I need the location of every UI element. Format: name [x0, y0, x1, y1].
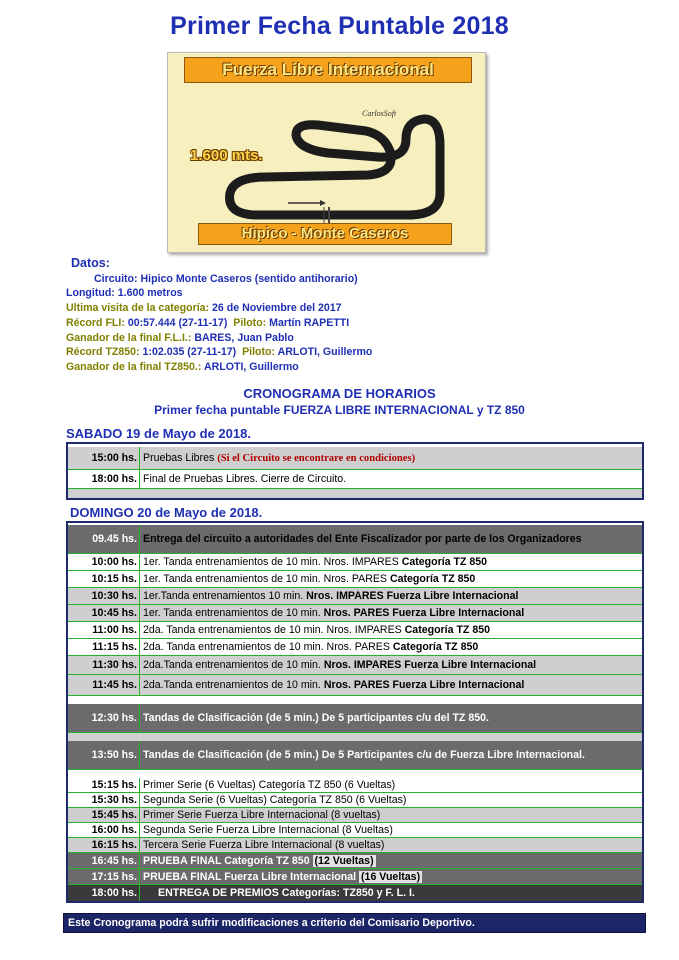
table-row — [68, 447, 642, 470]
row-time: 11:45 hs. — [68, 675, 140, 695]
datos-line: Ganador de la final TZ850.: ARLOTI, Guillermo — [66, 360, 299, 373]
cronograma-title: CRONOGRAMA DE HORARIOS — [243, 386, 436, 401]
row-time: 18:00 hs. — [68, 470, 140, 488]
row-time: 10:45 hs. — [68, 605, 140, 621]
table-row — [68, 704, 642, 733]
footer-note: Este Cronograma podrá sufrir modificaciones a criterio del Comisario Deportivo. — [63, 913, 646, 933]
row-desc: 1er.Tanda entrenamientos 10 min. Nros. IMPARES Fuerza Libre Internacional — [143, 590, 519, 602]
row-desc: Entrega del circuito a autoridades del Ente Fiscalizador por parte de los Organizadores — [143, 533, 582, 545]
row-time: 11:15 hs. — [68, 639, 140, 655]
row-desc: 2da.Tanda entrenamientos de 10 min. Nros. PARES Fuerza Libre Internacional — [143, 679, 525, 691]
datos-line: Ganador de la final F.L.I.: BARES, Juan Pablo — [66, 331, 294, 344]
table-row — [68, 622, 642, 639]
table-row — [68, 605, 642, 622]
datos-line: Longitud: 1.600 metros — [66, 287, 183, 300]
row-time: 10:30 hs. — [68, 588, 140, 604]
datos-line: Récord TZ850: 1:02.035 (27-11-17) Piloto: ARLOTI, Guillermo — [66, 346, 373, 359]
row-desc: Final de Pruebas Libres. Cierre de Circuito. — [143, 473, 347, 485]
table-row — [68, 778, 642, 793]
table-row — [68, 869, 642, 885]
row-desc: 1er. Tanda entrenamientos de 10 min. Nros. PARES Categoría TZ 850 — [143, 573, 476, 585]
table-row — [68, 525, 642, 554]
logo-bottom-text: Hipico - Monte Caseros — [198, 223, 452, 245]
cronograma-subtitle: Primer fecha puntable FUERZA LIBRE INTERNACIONAL y TZ 850 — [154, 403, 525, 417]
row-desc: Primer Serie Fuerza Libre Internacional (8 vueltas) — [143, 809, 381, 821]
table-row — [68, 808, 642, 823]
datos-section — [66, 256, 626, 375]
row-desc: 2da.Tanda entrenamientos de 10 min. Nros. IMPARES Fuerza Libre Internacional — [143, 659, 537, 671]
row-time: 15:00 hs. — [68, 447, 140, 469]
table-row-empty — [68, 489, 642, 498]
row-desc: 2da. Tanda entrenamientos de 10 min. Nros. IMPARES Categoría TZ 850 — [143, 624, 491, 636]
table-row — [68, 639, 642, 656]
row-time: 15:15 hs. — [68, 778, 140, 792]
table-row — [68, 656, 642, 675]
table-row-spacer — [68, 770, 642, 778]
sabado-table — [66, 442, 644, 500]
row-time: 10:15 hs. — [68, 571, 140, 587]
datos-heading: Datos: — [71, 256, 110, 270]
row-desc: 1er. Tanda entrenamientos de 10 min. Nros. IMPARES Categoría TZ 850 — [143, 556, 488, 568]
table-row-spacer — [68, 696, 642, 704]
row-time: 13:50 hs. — [68, 741, 140, 769]
table-row — [68, 823, 642, 838]
sabado-title: SABADO 19 de Mayo de 2018. — [66, 426, 251, 441]
row-desc: Primer Serie (6 Vueltas) Categoría TZ 850 (6 Vueltas) — [143, 779, 396, 791]
row-time: 09.45 hs. — [68, 525, 140, 553]
domingo-title: DOMINGO 20 de Mayo de 2018. — [70, 505, 263, 520]
row-time: 17:15 hs. — [68, 869, 140, 884]
datos-line: Ultima visita de la categoría: 26 de Noviembre del 2017 — [66, 302, 342, 315]
datos-line: Récord FLI: 00:57.444 (27-11-17) Piloto: Martín RAPETTI — [66, 316, 350, 329]
row-desc: 1er. Tanda entrenamientos de 10 min. Nros. PARES Fuerza Libre Internacional — [143, 607, 525, 619]
table-row — [68, 838, 642, 853]
logo-signature: CarlosSoft — [362, 109, 397, 118]
table-row — [68, 885, 642, 901]
row-time: 10:00 hs. — [68, 554, 140, 570]
row-desc: PRUEBA FINAL Fuerza Libre Internacional (16 Vueltas) — [143, 870, 421, 883]
row-desc: 2da. Tanda entrenamientos de 10 min. Nros. PARES Categoría TZ 850 — [143, 641, 479, 653]
table-row — [68, 793, 642, 808]
row-desc: Pruebas Libres (Si el Circuito se encontrare en condiciones) — [143, 452, 416, 464]
table-row-spacer — [68, 733, 642, 741]
row-time: 16:45 hs. — [68, 853, 140, 868]
row-time: 11:00 hs. — [68, 622, 140, 638]
datos-line: Circuito: Hipico Monte Caseros (sentido antihorario) — [94, 272, 358, 285]
table-row — [68, 675, 642, 696]
table-row — [68, 571, 642, 588]
table-row — [68, 470, 642, 489]
logo-top-text: Fuerza Libre Internacional — [184, 57, 472, 83]
table-row — [68, 741, 642, 770]
circuit-logo — [167, 52, 486, 253]
row-time: 18:00 hs. — [68, 885, 140, 901]
row-desc: ENTREGA DE PREMIOS Categorías: TZ850 y F. L. I. — [158, 887, 415, 899]
row-desc: PRUEBA FINAL Categoría TZ 850 (12 Vueltas) — [143, 854, 374, 867]
logo-length-text: 1.600 mts. — [190, 147, 263, 164]
row-desc: Segunda Serie (6 Vueltas) Categoría TZ 850 (6 Vueltas) — [143, 794, 407, 806]
row-desc: Segunda Serie Fuerza Libre Internacional (8 Vueltas) — [143, 824, 393, 836]
row-desc: Tercera Serie Fuerza Libre Internacional (8 vueltas) — [143, 839, 385, 851]
page-title: Primer Fecha Puntable 2018 — [170, 12, 509, 40]
row-desc: Tandas de Clasificación (de 5 min.) De 5 participantes c/u del TZ 850. — [143, 712, 489, 724]
row-time: 15:45 hs. — [68, 808, 140, 822]
row-time: 16:15 hs. — [68, 838, 140, 852]
table-row — [68, 853, 642, 869]
row-time: 11:30 hs. — [68, 656, 140, 674]
row-time: 12:30 hs. — [68, 704, 140, 732]
table-row — [68, 554, 642, 571]
table-row — [68, 588, 642, 605]
domingo-table — [66, 521, 644, 903]
row-time: 15:30 hs. — [68, 793, 140, 807]
row-desc: Tandas de Clasificación (de 5 min.) De 5 Participantes c/u de Fuerza Libre Internacional. — [143, 749, 585, 761]
row-time: 16:00 hs. — [68, 823, 140, 837]
